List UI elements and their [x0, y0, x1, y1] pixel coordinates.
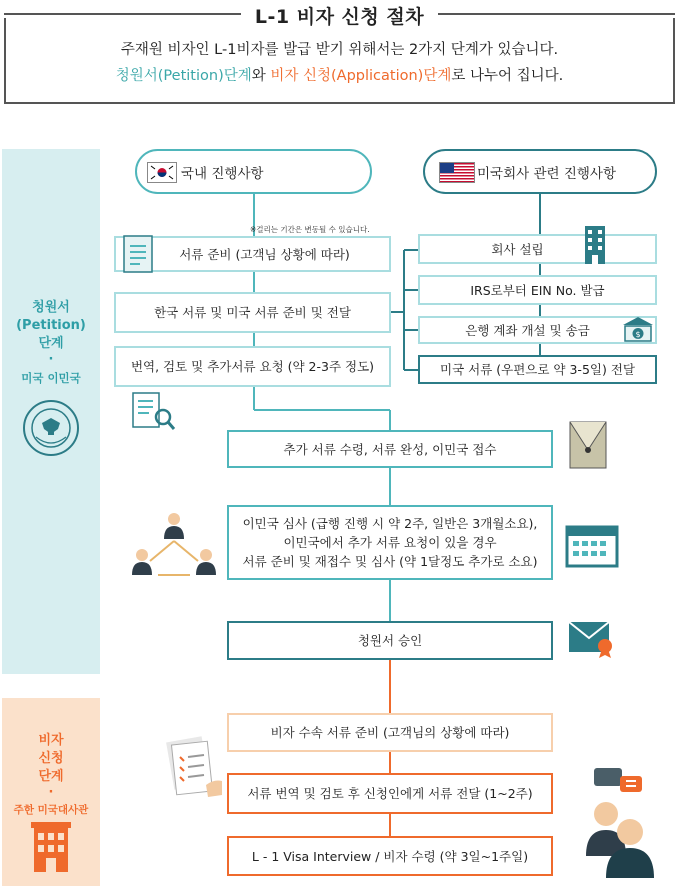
domestic-header-label: 국내 진행사항	[181, 165, 264, 182]
domestic-header	[135, 149, 372, 194]
officials-meeting-icon	[126, 509, 222, 585]
korea-flag-icon	[147, 162, 177, 183]
flow-step-review	[227, 505, 553, 580]
side-petition-l4: 미국 이민국	[21, 371, 81, 385]
flow-review-line-1: 이민국 심사 (급행 진행 시 약 2주, 일반은 3개월소요),	[242, 516, 538, 531]
intro-petition-phrase: 청원서(Petition)단계	[115, 68, 252, 84]
domestic-step-1-label: 서류 준비 (고객님 상황에 따라)	[179, 246, 350, 262]
flow-review-line-2: 이민국에서 추가 서류 요청이 있을 경우	[283, 535, 497, 550]
us-header	[423, 149, 657, 194]
timing-note: ※걸리는 기간은 변동될 수 있습니다.	[250, 225, 370, 234]
side-petition-l2: (Petition)	[16, 318, 86, 333]
us-step-3-label: 은행 계좌 개설 및 송금	[465, 322, 590, 338]
domestic-step-3: 번역, 검토 및 추가서류 요청 (약 2-3주 정도)	[114, 346, 391, 387]
document-icon	[122, 234, 156, 274]
us-flag-icon	[439, 162, 475, 183]
envelope-icon	[568, 420, 608, 470]
side-visa-l2: 신청	[38, 751, 64, 766]
side-visa-l4: 주한 미국대사관	[13, 804, 89, 816]
building-icon	[583, 224, 607, 264]
checklist-icon	[166, 735, 226, 805]
bank-dollar-glyph: $	[635, 330, 641, 339]
flow-step-receive: 추가 서류 수령, 서류 완성, 이민국 접수	[227, 430, 553, 468]
us-step-2: IRS로부터 EIN No. 발급	[418, 275, 657, 305]
us-step-4: 미국 서류 (우편으로 약 3-5일) 전달	[418, 355, 657, 384]
side-visa-l1: 비자	[38, 733, 64, 748]
calendar-icon	[565, 522, 619, 568]
flow-step-approval: 청원서 승인	[227, 621, 553, 660]
flow-review-line-3: 서류 준비 및 재접수 및 심사 (약 1달정도 추가로 소요)	[242, 554, 538, 569]
us-step-1	[418, 234, 657, 264]
intro-visa-phrase: 비자 신청(Application)단계	[270, 68, 452, 84]
intro-ending: 로 나누어 집니다.	[451, 68, 564, 84]
side-visa-dot: ·	[48, 785, 54, 800]
us-header-label: 미국회사 관련 진행사항	[477, 165, 616, 182]
domestic-step-2: 한국 서류 및 미국 서류 준비 및 전달	[114, 292, 391, 333]
approval-letter-icon	[567, 614, 615, 658]
visa-step-1: 비자 수속 서류 준비 (고객님의 상황에 따라)	[227, 713, 553, 752]
side-petition-l3: 단계	[38, 336, 64, 351]
visa-step-3: L - 1 Visa Interview / 비자 수령 (약 3일~1주일)	[227, 836, 553, 876]
intro-connector: 와	[251, 68, 271, 84]
us-step-1-label: 회사 설립	[491, 241, 544, 257]
visa-step-2: 서류 번역 및 검토 후 신청인에게 서류 전달 (1~2주)	[227, 773, 553, 814]
bank-icon	[621, 316, 655, 344]
interview-people-icon	[566, 766, 662, 878]
intro-line-1: 주재원 비자인 L-1비자를 발급 받기 위해서는 2가지 단계가 있습니다.	[120, 42, 559, 58]
document-search-icon	[131, 391, 177, 433]
side-petition-l1: 청원서	[32, 300, 70, 315]
side-petition-dot: ·	[48, 352, 54, 367]
side-visa-l3: 단계	[38, 769, 64, 784]
page-title-text: L-1 비자 신청 절차	[241, 6, 438, 28]
